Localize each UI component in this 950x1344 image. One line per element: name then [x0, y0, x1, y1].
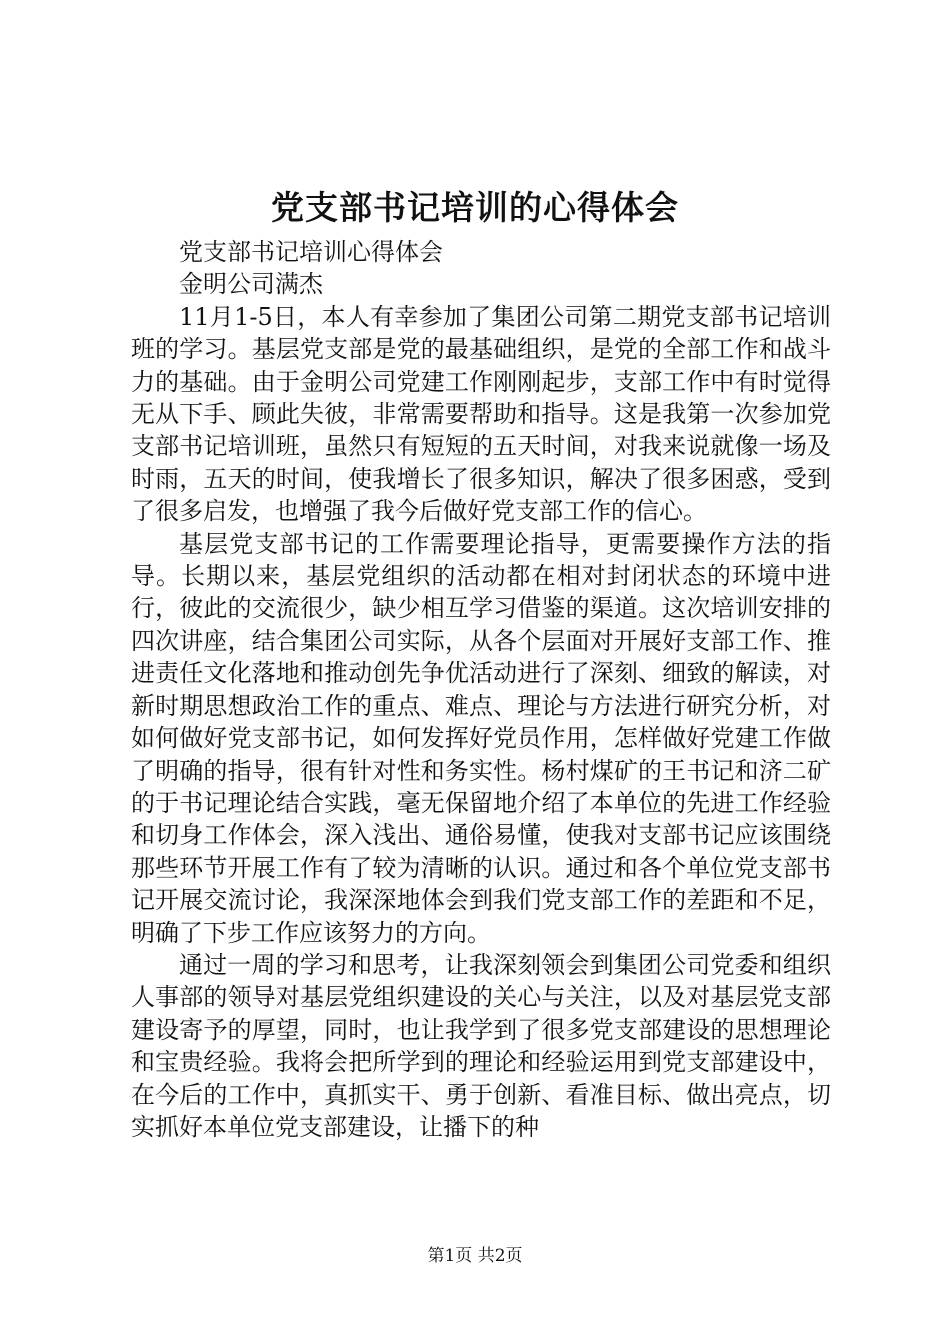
- document-subtitle: 党支部书记培训心得体会: [179, 238, 443, 266]
- paragraph-2: 基层党支部书记的工作需要理论指导，更需要操作方法的指导。长期以来，基层党组织的活动都在相对封闭状态的环境中进行，彼此的交流很少，缺少相互学习借鉴的渠道。这次培训安排的四次讲座，结合集团公司实际，从各个层面对开展好支部工作、推进责任文化落地和推动创先争优活动进行了深刻、细致的解读，对新时期思想政治工作的重点、难点、理论与方法进行研究分析，对如何做好党支部书记，如何发挥好党员作用，怎样做好党建工作做了明确的指导，很有针对性和务实性。杨村煤矿的王书记和济二矿的于书记理论结合实践，毫无保留地介绍了本单位的先进工作经验和切身工作体会，深入浅出、通俗易懂，使我对支部书记应该围绕那些环节开展工作有了较为清晰的认识。通过和各个单位党支部书记开展交流讨论，我深深地体会到我们党支部工作的差距和不足，明确了下步工作应该努力的方向。: [131, 529, 831, 947]
- document-title: 党支部书记培训的心得体会: [271, 188, 679, 227]
- document-author: 金明公司满杰: [179, 270, 323, 299]
- paragraph-3: 通过一周的学习和思考，让我深刻领会到集团公司党委和组织人事部的领导对基层党组织建设的关心与关注，以及对基层党支部建设寄予的厚望，同时，也让我学到了很多党支部建设的思想理论和宝贵经验。我将会把所学到的理论和经验运用到党支部建设中，在今后的工作中，真抓实干、勇于创新、看准目标、做出亮点，切实抓好本单位党支部建设，让播下的种: [131, 950, 831, 1141]
- paragraph-1: 11月1-5日，本人有幸参加了集团公司第二期党支部书记培训班的学习。基层党支部是党的最基础组织，是党的全部工作和战斗力的基础。由于金明公司党建工作刚刚起步，支部工作中有时觉得无从下手、顾此失彼，非常需要帮助和指导。这是我第一次参加党支部书记培训班，虽然只有短短的五天时间，对我来说就像一场及时雨，五天的时间，使我增长了很多知识，解决了很多困惑，受到了很多启发，也增强了我今后做好党支部工作的信心。: [131, 302, 831, 526]
- document-body: [131, 236, 831, 1143]
- page-number-footer: 第1页 共2页: [427, 1246, 523, 1266]
